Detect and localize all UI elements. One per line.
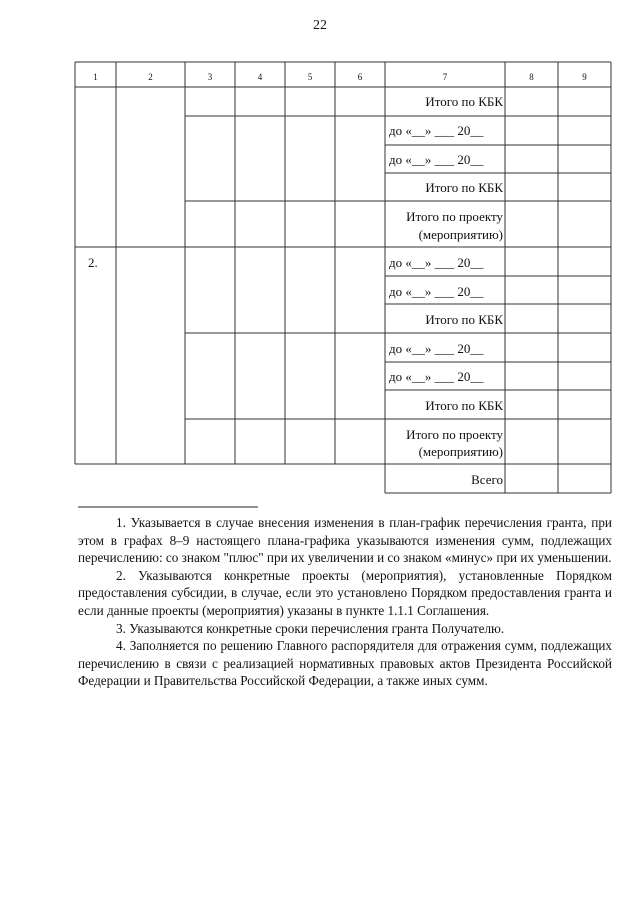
- col-header-5: 5: [307, 72, 313, 82]
- block2-date-2: до «__» ___ 20__: [389, 284, 484, 299]
- footnotes: [78, 514, 612, 690]
- col-header-3: 3: [207, 72, 213, 82]
- grand-total-label: Всего: [471, 472, 503, 487]
- block2-kbk-total-1: Итого по КБК: [425, 312, 503, 327]
- footnote-3: 3. Указываются конкретные сроки перечисления гранта Получателю.: [116, 620, 505, 636]
- block1-project-total-line2: (мероприятию): [418, 227, 503, 242]
- col-header-8: 8: [529, 72, 534, 82]
- footnote-4: 4. Заполняется по решению Главного распорядителя для отражения сумм, подлежащих перечислению в связи с реализацией нормативных правовых актов Президента Российской Федерации и Правительства Российской Федерации, а также иных сумм.: [78, 638, 612, 689]
- col-header-1: 1: [93, 72, 98, 82]
- footnote-2: 2. Указываются конкретные проекты (мероприятия), установленные Порядком предоставления субсидии, в случае, если это установлено Порядком предоставления гранта и если данные проекты (мероприятия) указаны в пункте 1.1.1 Соглашения.: [78, 567, 612, 618]
- col-header-9: 9: [582, 72, 587, 82]
- block1-project-total-line1: Итого по проекту: [406, 209, 503, 224]
- block2-project-total-line1: Итого по проекту: [406, 427, 503, 442]
- block1-date-1: до «__» ___ 20__: [389, 123, 484, 138]
- col-header-6: 6: [357, 72, 363, 82]
- block1-kbk-total-2: Итого по КБК: [425, 180, 503, 195]
- block2-date-1: до «__» ___ 20__: [389, 255, 484, 270]
- col-header-2: 2: [148, 72, 153, 82]
- block2-number: 2.: [88, 255, 98, 270]
- col-header-4: 4: [257, 72, 263, 82]
- block1-date-2: до «__» ___ 20__: [389, 152, 484, 167]
- footnote-1: 1. Указывается в случае внесения изменения в план-график перечисления гранта, при этом в графах 8–9 настоящего плана-графика указываются изменения сумм, подлежащих перечислению: со знаком "плюс" при их увеличении и со знаком «минус» при их уменьшении.: [78, 515, 612, 566]
- block2-kbk-total-2: Итого по КБК: [425, 398, 503, 413]
- col-header-7: 7: [442, 72, 448, 82]
- block2-date-4: до «__» ___ 20__: [389, 369, 484, 384]
- block2-date-3: до «__» ___ 20__: [389, 341, 484, 356]
- block1-kbk-total-1: Итого по КБК: [425, 94, 503, 109]
- block2-project-total-line2: (мероприятию): [418, 444, 503, 459]
- page-number: 22: [313, 18, 327, 33]
